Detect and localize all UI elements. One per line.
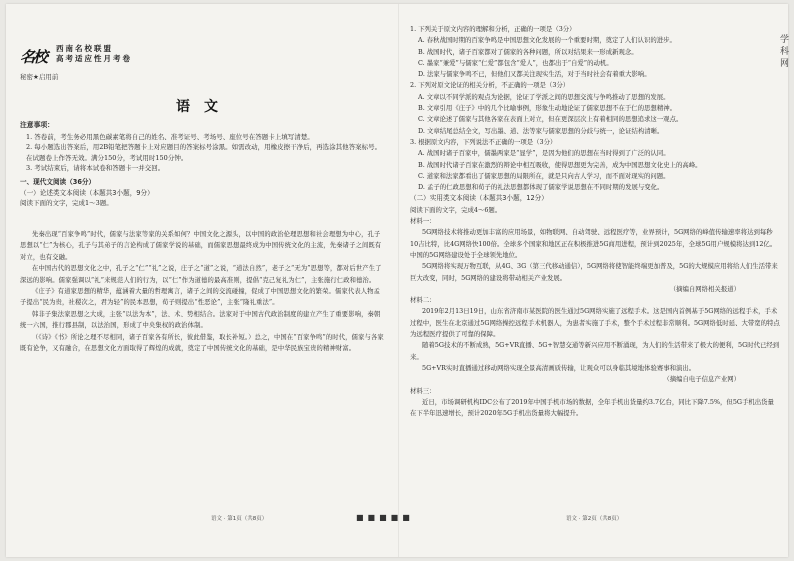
secret-label: 秘密★启用前 <box>20 73 59 81</box>
page-fold <box>398 4 399 557</box>
source-note: （摘编自电子信息产业网） <box>663 375 740 384</box>
material-text: 随着5G技术的不断成熟，5G+VR直播、5G+智慧交通等新兴应用不断涌现，为人们的生活带来了极大的便利，5G时代已经到来。 <box>410 341 780 361</box>
option: B. 文章引用《庄子》中的几个比喻事例，形象生动地论证了儒家思想不在于仁的思想精神。 <box>418 104 676 113</box>
notes-block <box>20 120 385 209</box>
material-text: 5G+VR实时直播通过移动网络实现全景高清画质传输，让观众可以身临其境地体验赛事和演出。 <box>422 363 696 372</box>
note-item: 3. 考试结束后，请将本试卷和答题卡一并交回。 <box>26 164 165 173</box>
material-label: 材料二： <box>410 296 436 305</box>
page-footer-left: 语文 · 第1页（共8页） <box>211 516 268 522</box>
left-article <box>20 229 386 354</box>
option: D. 文章结尾总结全文，写出墨、道、法等家与儒家思想的分歧与统一，论证结构清晰。 <box>418 126 664 135</box>
subsection-heading: （一）论述类文本阅读（本题共3小题，9分） <box>20 188 154 197</box>
article-paragraph: 先秦出现“百家争鸣”时代，儒家与法家等家的关系如何？中国文化之源头，以中国的政治伦理思想和社会理想为中心，孔子思想以“仁”为核心，孔子与其弟子的言论构成了儒家学说的基础，而儒家思想最终成为中国传统文化的主流，先秦诸子之间既有对立，也有交融。 <box>20 231 382 261</box>
material-text: 近日，市场调研机构IDC公布了2019年中国手机市场的数据，全年手机出货量约3.7亿台，同比下降7.5%，但5G手机出货量在下半年迅速增长，预计2020年5G手机出货量将大幅提升。 <box>410 397 774 418</box>
alliance-line2: 高考适应性月考卷 <box>56 54 132 63</box>
option: A. 文章以不同学派的观点为论据，论证了学派之间的思想交流与争鸣推动了思想的发展。 <box>418 92 670 101</box>
alliance-line1: 西南名校联盟 <box>56 44 113 53</box>
reading-intro: 阅读下面的文字，完成1～3题。 <box>20 199 113 208</box>
option: C. 墨家“兼爱”与儒家“仁爱”都包含“爱人”，也都出于“自爱”的动机。 <box>418 58 613 67</box>
side-watermark: 学 科 网 <box>780 35 790 69</box>
option: D. 法家与儒家争鸣不已，但他们又都关注现实生活，对于当时社会有着重大影响。 <box>418 70 651 79</box>
section-heading: 一、现代文阅读（36分） <box>20 177 96 186</box>
question-2: 2. 下列对原文论证的相关分析，不正确的一项是（3分） <box>410 81 570 90</box>
option: A. 春秋战国时期的百家争鸣是中国思想文化发展的一个重要时期，奠定了人们认识的进步。 <box>418 36 676 45</box>
page-footer-right: 语文 · 第2页（共8页） <box>566 516 623 522</box>
option: C. 文章论述了儒家与其他各家在表面上对立，但在更深层次上有着相同的思想追求这一观点。 <box>418 115 683 124</box>
subsection-heading: （二）实用类文本阅读（本题共3小题，12分） <box>410 194 548 203</box>
note-item: 1. 答卷前，考生务必用黑色碳素笔将自己的姓名、准考证号、考场号、座位号在答题卡上填写清楚。 <box>26 132 314 141</box>
exam-header <box>20 44 220 84</box>
option: A. 战国时诸子百家中，儒墨两家是“显学”，是因为他们的思想在当时得到了广泛的认同。 <box>418 149 670 158</box>
article-paragraph: 韩非子集法家思想之大成，主张“以法为本”，法、术、势相结合。法家对于中国古代政治制度的建立产生了重要影响，秦朝统一六国，推行郡县制，以法治国，形成了中央集权的政治体制。 <box>20 310 381 330</box>
exam-sheet <box>6 4 788 557</box>
page-title: 语文 <box>176 99 232 115</box>
question-3: 3. 根据原文内容，下列说法不正确的一项是（3分） <box>410 137 557 146</box>
right-column <box>410 24 780 419</box>
notes-title: 注意事项： <box>20 121 54 129</box>
note-item: 2. 每小题选出答案后，用2B铅笔把答题卡上对应题目的答案标号涂黑。如需改动，用橡皮擦干净后，再选涂其他答案标号。在试题卷上作答无效。满分150分，考试用时150分钟。 <box>26 143 382 162</box>
material-label: 材料三： <box>410 386 436 395</box>
fold-marks: ■■■■■ <box>356 513 414 522</box>
alliance-title <box>56 44 132 64</box>
article-paragraph: （《诗》《书》所论之理不尽相同，诸子百家各有所长，彼此借鉴，取长补短。）总之，中国在“百家争鸣”的时代，儒家与各家既有论争，又有融合，在思想文化方面取得了辉煌的成就，奠定了中国传统文化的基础，是中华民族宝贵的精神财富。 <box>20 333 384 353</box>
material-text: 5G网络将实现万物互联，从4G、3G（第三代移动通信），5G网络将使智能终端更加普及，5G的大规模应用将给人们生活带来巨大改变，同时，5G网络的建设将带动相关产业发展。 <box>410 262 778 282</box>
option: D. 孟子的仁政思想和荀子的礼法思想都体现了儒家学说思想在不同时期的发展与变化。 <box>418 183 664 192</box>
article-paragraph: 在中国古代的思想文化之中，孔子之“仁”“礼”之说，庄子之“道”之说，“道法自然”，老子之“无为”思想等，都对后世产生了深远的影响。儒家强调以“礼”来规范人们的行为，以“仁”作为道德的最高准则，提倡“克己复礼为仁”，主张施行仁政和德治。 <box>20 265 382 284</box>
material-text: 5G网络技术将推动更加丰富的应用场景，如物联网、自动驾驶、远程医疗等，业界预计，5G网络的峰值传输速率将达到每秒10吉比特，比4G网络快100倍。全球多个国家和地区正在积极推进5G商用进程，预计到2025年，全球5G用户规模将达到12亿。中国的5G网络建设处于全球领先地位。 <box>410 228 777 259</box>
option: C. 道家和法家都看出了儒家思想的局限所在，就是只向古人学习，而不面对现实的问题。 <box>418 171 670 180</box>
option: B. 战国时代诸子百家在激烈的辩论中相互吸收，使得思想更为完善，成为中国思想文化史上的高峰。 <box>418 160 702 169</box>
article-paragraph: 《庄子》有道家思想的精华，蕴涵着大量的哲理寓言，诸子之间的交流碰撞，促成了中国思想文化的繁荣。儒家代表人物孟子提出“民为贵，社稷次之，君为轻”的民本思想，荀子则提出“性恶论”，主张“隆礼重法”。 <box>20 288 381 307</box>
question-1: 1. 下列关于原文内容的理解和分析，正确的一项是（3分） <box>410 25 576 33</box>
alliance-logo-icon: 名校 <box>20 48 47 66</box>
material-text: 2019年2月13日19日，山东省济南市某医院的医生通过5G网络实施了远程手术。这是国内首例基于5G网络的远程手术，手术过程中，医生在北京通过5G网络操控远程手术机器人，为患者实施了手术，整个手术过程非常顺利。5G网络低时延、大带宽的特点为远程医疗提供了可靠的保障。 <box>410 307 780 339</box>
option: B. 战国时代，诸子百家都对了儒家的各种问题，所以对结果来一形成新观念。 <box>418 47 638 56</box>
material-label: 材料一： <box>410 217 436 226</box>
source-note: （摘编自网络相关报道） <box>669 284 740 293</box>
reading-intro: 阅读下面的文字，完成4～6题。 <box>410 205 502 214</box>
